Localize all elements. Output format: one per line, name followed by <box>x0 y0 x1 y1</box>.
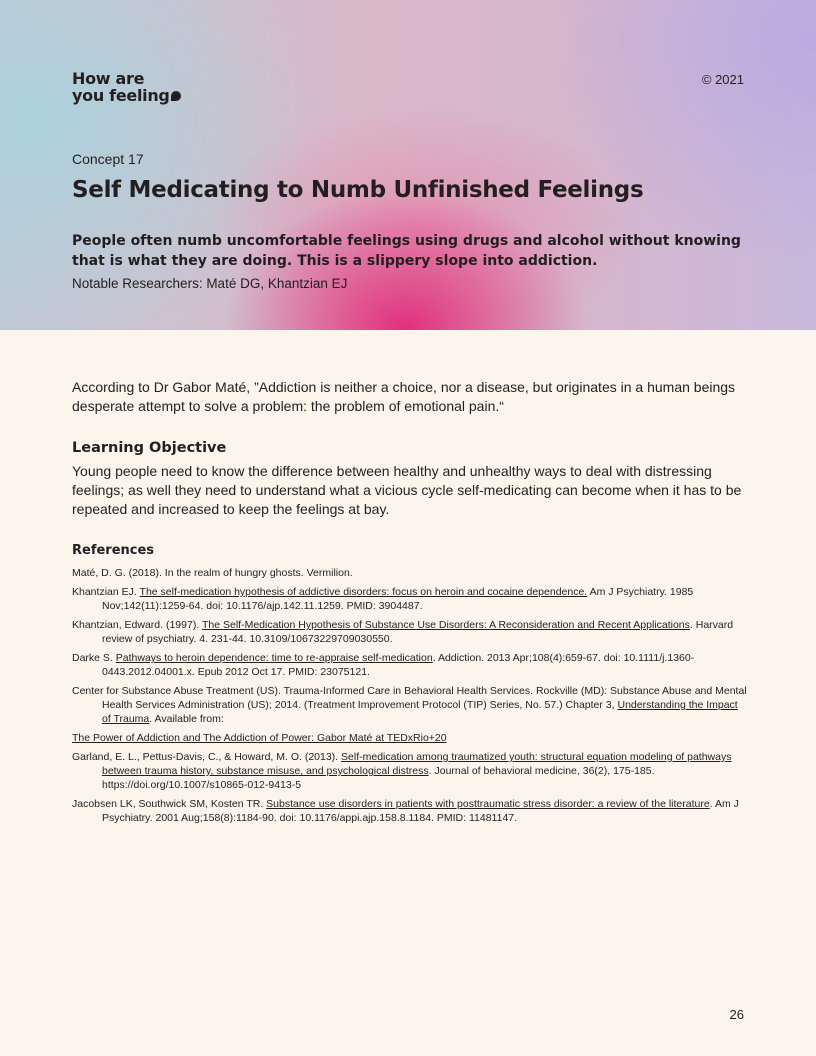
reference-item: Khantzian EJ. The self-medication hypothesis of addictive disorders: focus on heroin and cocaine dependence. Am J Psychiatry. 1985 Nov;142(11):1259-64. doi: 10.1176/ajp.142.11.1259. PMID: 3904487. <box>72 586 694 612</box>
logo-line-1: How are <box>72 69 145 88</box>
references-heading: References <box>72 543 155 558</box>
learning-objective-text: Young people need to know the difference between healthy and unhealthy ways to deal with distressing feelings; as well they need to understand what a vicious cycle self-medicating can become when it has to be repeated and increased to keep the feelings at bay. <box>72 463 742 517</box>
page-number: 26 <box>729 1007 744 1022</box>
reference-link[interactable]: The Self-Medication Hypothesis of Substance Use Disorders: A Reconsideration and Recent Applications <box>201 619 690 631</box>
reference-link[interactable]: Self-medication among traumatized youth: structural equation modeling of pathways between trauma history, substance misuse, and psychological distress <box>102 751 732 777</box>
reference-link[interactable]: Substance use disorders in patients with posttraumatic stress disorder: a review of the literature <box>266 798 710 810</box>
summary: People often numb uncomfortable feelings using drugs and alcohol without knowing that is what they are doing. This is a slippery slope into addiction. <box>72 233 741 269</box>
page-title: Self Medicating to Numb Unfinished Feelings <box>72 177 644 203</box>
learning-objective-heading: Learning Objective <box>72 440 227 456</box>
speech-bubble-icon <box>171 91 181 101</box>
logo-line-2: you feeling <box>72 86 170 105</box>
reference-item: Garland, E. L., Pettus-Davis, C., & Howard, M. O. (2013). Self-medication among traumatized youth: structural equation modeling of pathways between trauma history, substance misuse, and psychological distress. Journal of behavioral medicine, 36(2), 175-185. https://doi.org/10.1007/s10865-012-9413-5 <box>72 751 732 791</box>
reference-link[interactable]: Pathways to heroin dependence: time to re-appraise self-medication <box>115 652 433 664</box>
reference-item: Darke S. Pathways to heroin dependence: time to re-appraise self-medication. Addiction. 2013 Apr;108(4):659-67. doi: 10.1111/j.1360-0443.2012.04001.x. Epub 2012 Oct 17. PMID: 23075121. <box>72 652 695 678</box>
reference-item <box>72 731 748 745</box>
header-gradient-banner <box>0 0 816 330</box>
references-list <box>72 566 748 830</box>
brand-logo <box>72 70 181 104</box>
reference-item: Jacobsen LK, Southwick SM, Kosten TR. Substance use disorders in patients with posttraumatic stress disorder: a review of the literature. Am J Psychiatry. 2001 Aug;158(8):1184-90. doi: 10.1176/appi.ajp.158.8.1184. PMID: 11481147. <box>72 798 739 824</box>
reference-link[interactable]: The self-medication hypothesis of addictive disorders: focus on heroin and cocaine dependence. <box>139 586 588 598</box>
reference-link[interactable]: The Power of Addiction and The Addiction of Power: Gabor Maté at TEDxRio+20 <box>72 732 447 744</box>
reference-link[interactable]: Understanding the Impact of Trauma <box>102 699 738 725</box>
intro-quote: According to Dr Gabor Maté, ”Addiction is neither a choice, nor a disease, but originates in a human beings desperate attempt to solve a problem: the problem of emotional pain.“ <box>72 379 736 414</box>
reference-item: Maté, D. G. (2018). In the realm of hungry ghosts. Vermilion. <box>72 567 353 579</box>
copyright: © 2021 <box>701 72 744 87</box>
notable-researchers: Notable Researchers: Maté DG, Khantzian EJ <box>72 276 348 291</box>
reference-item: Center for Substance Abuse Treatment (US). Trauma-Informed Care in Behavioral Health Services. Rockville (MD): Substance Abuse and Mental Health Services Administration (US); 2014. (Treatment Improvement Protocol (TIP) Series, No. 57.) Chapter 3, Understanding the Impact of Trauma. Available from: <box>72 685 747 725</box>
concept-label: Concept 17 <box>72 151 144 167</box>
reference-item: Khantzian, Edward. (1997). The Self-Medication Hypothesis of Substance Use Disorders: A Reconsideration and Recent Applications. Harvard review of psychiatry. 4. 231-44. 10.3109/10673229709030550. <box>72 619 734 645</box>
